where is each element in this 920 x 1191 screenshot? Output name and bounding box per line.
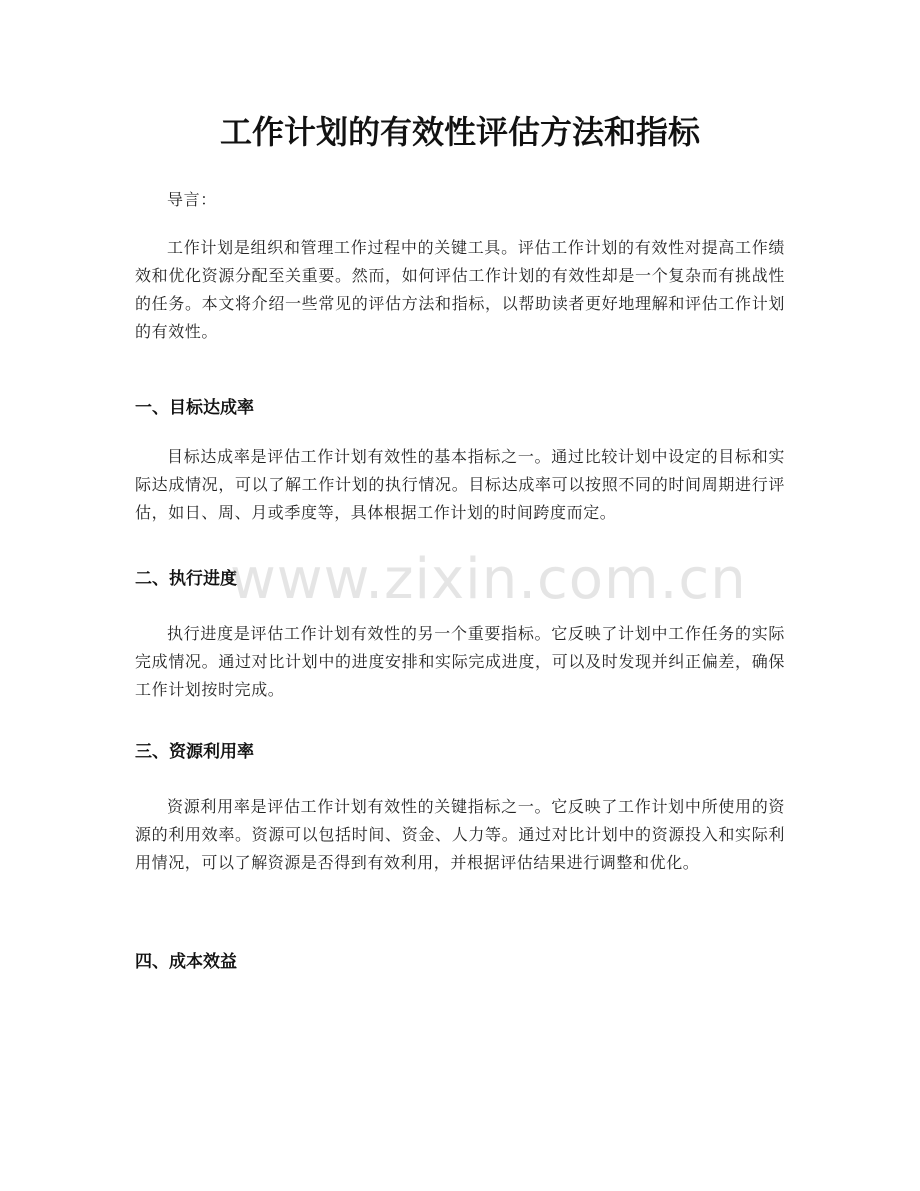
intro-paragraph: 工作计划是组织和管理工作过程中的关键工具。评估工作计划的有效性对提高工作绩效和优化资源分配至关重要。然而，如何评估工作计划的有效性却是一个复杂而有挑战性的任务。本文将介绍一些常见的评估方法和指标，以帮助读者更好地理解和评估工作计划的有效性。 bbox=[135, 238, 785, 341]
section-heading-progress: 二、执行进度 bbox=[135, 569, 237, 589]
section-text-resource-rate: 资源利用率是评估工作计划有效性的关键指标之一。它反映了工作计划中所使用的资源的利用效率。资源可以包括时间、资金、人力等。通过对比计划中的资源投入和实际利用情况，可以了解资源是否得到有效利用，并根据评估结果进行调整和优化。 bbox=[135, 797, 785, 872]
section-text-goal-rate: 目标达成率是评估工作计划有效性的基本指标之一。通过比较计划中设定的目标和实际达成情况，可以了解工作计划的执行情况。目标达成率可以按照不同的时间周期进行评估，如日、周、月或季度等，具体根据工作计划的时间跨度而定。 bbox=[135, 447, 785, 522]
section-heading-resource-rate: 三、资源利用率 bbox=[135, 742, 254, 762]
document-title: 工作计划的有效性评估方法和指标 bbox=[219, 113, 700, 151]
intro-label: 导言： bbox=[167, 190, 217, 209]
section-text-progress: 执行进度是评估工作计划有效性的另一个重要指标。它反映了计划中工作任务的实际完成情况。通过对比计划中的进度安排和实际完成进度，可以及时发现并纠正偏差，确保工作计划按时完成。 bbox=[135, 624, 785, 699]
watermark: www.zixin.com.cn bbox=[230, 547, 747, 612]
section-heading-cost-benefit: 四、成本效益 bbox=[135, 952, 237, 972]
section-heading-goal-rate: 一、目标达成率 bbox=[135, 398, 254, 418]
